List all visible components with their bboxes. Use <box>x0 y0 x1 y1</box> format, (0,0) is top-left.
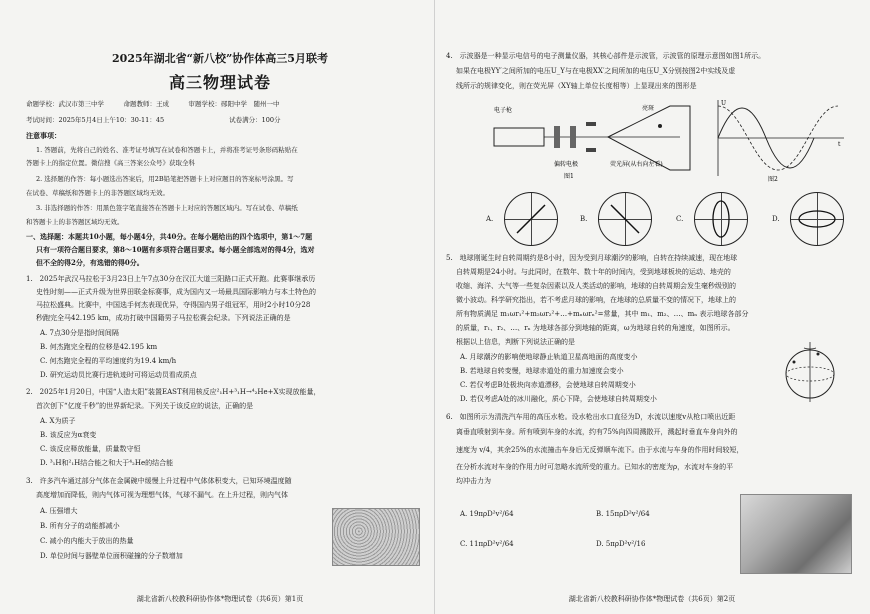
voltage-waveform-figure <box>708 96 848 182</box>
option-label: C. <box>676 215 684 223</box>
meta-line: 命题学校：武汉市第三中学 命题教师：王成 审题学校：郧阳中学 随州一中 <box>26 100 280 108</box>
option: C. 减小的内能大于放出的热量 <box>40 537 134 545</box>
option: B. 何杰跑完全程的位移是42.195 km <box>40 343 158 351</box>
question-text: 5. 地球刚诞生时自转周期约是8小时，因为受到月球潮汐的影响，自转在持续减速，现在地球 <box>446 254 738 262</box>
page-footer: 湖北省新八校教科研协作体*物理试卷（共6页）第2页 <box>568 595 736 603</box>
question-text: 根据以上信息，判断下列说法正确的是 <box>456 338 575 346</box>
time-axis-label: t <box>838 141 841 148</box>
car-wash-photo <box>740 494 852 574</box>
option: C. 何杰跑完全程的平均速度约为19.4 km/h <box>40 357 177 365</box>
option: B. 该反应为α衰变 <box>40 431 97 439</box>
option: D. 5πρD²v²/16 <box>596 540 646 548</box>
electron-gun-label: 电子枪 <box>494 107 513 114</box>
option: B. 若地球自转变慢，地球赤道处的重力加速度会变小 <box>460 367 624 375</box>
question-text: 1. 2025年武汉马拉松于3月23日上午7点30分在汉江大道三阳路口正式开跑。此赛事继承历 <box>26 275 316 283</box>
option: C. 11πρD²v²/64 <box>460 540 514 548</box>
balloon-photo <box>332 508 420 566</box>
section-header: 只有一项符合题目要求，第8～10题有多项符合题目要求。每小题全部选对的得4分，选对 <box>36 245 315 254</box>
question-text: 3. 许多汽车通过部分气体在金属碗中缓慢上升过程中气体体积变大，已知环境温度随 <box>26 477 292 485</box>
figure-caption: 图2 <box>768 176 778 182</box>
question-text: 6. 如图所示为清洗汽车用的高压水枪。设水枪出水口直径为D，水流以速度v从枪口喷出近距 <box>446 413 736 421</box>
option: D. 若仅考虑A处的冰川融化，质心下降，会使地球自转周期变小 <box>460 395 657 403</box>
option: B. 所有分子的动能都减小 <box>40 522 120 530</box>
question-text: 自转周期是24小时。与此同时，在数年、数十年的时间内，受到地球板块的运动、地壳的 <box>456 268 731 276</box>
right-page <box>446 0 858 614</box>
option-c-screen <box>694 192 748 246</box>
section-header: 但不全的得2分，有选错的得0分。 <box>36 258 144 267</box>
exam-title: 2025年湖北省“新八校”协作体高三5月联考 <box>112 52 328 65</box>
meta-line: 考试时间：2025年5月4日上午10：30-11：45 试卷满分：100分 <box>26 116 281 124</box>
question-text: 2. 2025年1月20日，中国“人造太阳”装置EAST利用核反应²₁H+³₁H→⁴₂He+X实现放能量， <box>26 388 321 396</box>
option: A. 月球潮汐的影响使地球静止轨道卫星高地面的高度变小 <box>460 353 638 361</box>
note-line: 和答题卡上的非答题区域均无效。 <box>26 218 124 226</box>
exam-subtitle: 高三物理试卷 <box>168 73 271 92</box>
screen-label: 荧光屏(从右向左看) <box>610 161 663 168</box>
page-footer: 湖北省新八校教科研协作体*物理试卷（共6页）第1页 <box>136 595 304 603</box>
question-text: 高度增加而降低，则内气体可视为理想气体，气球不漏气。在上升过程，则内气体 <box>36 491 288 499</box>
question-text: 收缩、海洋、大气等一些复杂因素以及人类活动的影响，地球的自转周期会发生毫秒级别的 <box>456 282 736 290</box>
option: A. 19πρD²v²/64 <box>460 510 514 518</box>
question-text: 史性时刻——正式升级为世界田联金标赛事，成为国内又一场最具国际影响力与本土特色的 <box>36 288 316 296</box>
option: B. 15πρD²v²/64 <box>596 510 650 518</box>
question-text: 首次创下“亿度千秒”的世界新纪录。下列关于该反应的说法，正确的是 <box>36 402 254 410</box>
option-d-screen <box>790 192 844 246</box>
option: D. 研究运动员比赛行进轨迹时可将运动员看成质点 <box>40 371 197 379</box>
option: D. ³₁H和²₁H结合能之和大于⁴₂He的结合能 <box>40 459 174 467</box>
question-text: 秒跑完全马42.195 km，成功打破中国籍男子马拉松赛会纪录。下列说法正确的是 <box>36 314 291 322</box>
option-label: D. <box>772 215 780 223</box>
note-line: 在试卷、草稿纸和答题卡上的非答题区域均无效。 <box>26 189 169 197</box>
bright-spot-label: 亮斑 <box>642 105 655 112</box>
deflection-electrode-label: 偏转电极 <box>554 161 579 168</box>
page-divider <box>434 0 435 614</box>
question-text: 离垂直喷射到车身。所有喷到车身的水流，约有75%向四周溅散开，溅起时垂直车身向外的 <box>456 428 738 436</box>
figure-caption: 图1 <box>564 173 574 180</box>
note-line: 2. 选择题的作答：每小题选出答案后，用2B铅笔把答题卡上对应题目的答案标号涂黑。写 <box>36 175 294 183</box>
question-text: 的质量，r₁、r₂、…、rₙ 为地球各部分到地轴的距离，ω为地球自转的角速度，如图所示。 <box>456 324 735 332</box>
voltage-axis-label: U <box>721 100 727 107</box>
question-text: 在分析水流对车身的作用力时可忽略水流所受的重力。已知水的密度为ρ，水流对车身的平 <box>456 463 734 471</box>
notes-title: 注意事项： <box>26 131 61 140</box>
question-text: 4. 示波器是一种显示电信号的电子测量仪器，其核心部件是示波管，示波管的原理示意图如图1所示。 <box>446 52 766 60</box>
option-b-screen <box>598 192 652 246</box>
option: C. 该反应释放能量，质量数守恒 <box>40 445 141 453</box>
note-line: 1. 答题前，先将自己的姓名、准考证号填写在试卷和答题卡上，并将准考证号条形码粘贴在 <box>36 146 298 154</box>
option: C. 若仅考虑B处极块向赤道漂移，会使地球自转周期变小 <box>460 381 636 389</box>
option: A. 压强增大 <box>40 507 78 515</box>
option-label: B. <box>580 215 588 223</box>
note-line: 答题卡上的指定位置。微信搜《高三答案公众号》获取全科 <box>26 159 195 167</box>
question-text: 均冲击力为 <box>456 477 491 485</box>
question-text: 线所示的规律变化，则在荧光屏（XY轴上单位长度相等）上显现出来的图形是 <box>456 82 697 90</box>
section-header: 一、选择题：本题共10小题，每小题4分，共40分。在每小题给出的四个选项中，第1～7题 <box>26 232 313 241</box>
question-text: 微小波动。科学研究指出，若不考虑月球的影响，在地球的总质量不变的情况下，地球上的 <box>456 296 736 304</box>
left-page <box>14 0 426 614</box>
option: D. 单位时间与器壁单位面积碰撞的分子数增加 <box>40 552 183 560</box>
question-text: 速度为 v/4，其余25%的水流撞击车身后无反弹顺车流下。由于水流与车身的作用时间较短， <box>456 446 744 454</box>
earth-rotation-figure <box>778 340 842 404</box>
option-label: A. <box>486 215 494 223</box>
question-text: 如果在电极YY′之间所加的电压U_Y与在电极XX′之间所加的电压U_X分别按图2中实线及虚 <box>456 67 736 75</box>
note-line: 3. 非选择题的作答：用黑色签字笔直接答在答题卡上对应的答题区域内。写在试卷、草稿纸 <box>36 204 298 212</box>
question-text: 马拉松盛典。比赛中，中国选手何杰表现优异，夺得国内男子组冠军，用时2小时10分28 <box>36 301 311 309</box>
option: A. X为质子 <box>40 417 76 425</box>
oscilloscope-tube-figure <box>490 98 700 180</box>
question-text: 所有物质满足 m₁ωr₁²+m₂ωr₂²+…+mₙωrₙ²=常量，其中 m₁、m₂、…、mₙ 表示地球各部分 <box>456 310 749 318</box>
option: A. 7点30分是指时间间隔 <box>40 329 119 337</box>
option-a-screen <box>504 192 558 246</box>
